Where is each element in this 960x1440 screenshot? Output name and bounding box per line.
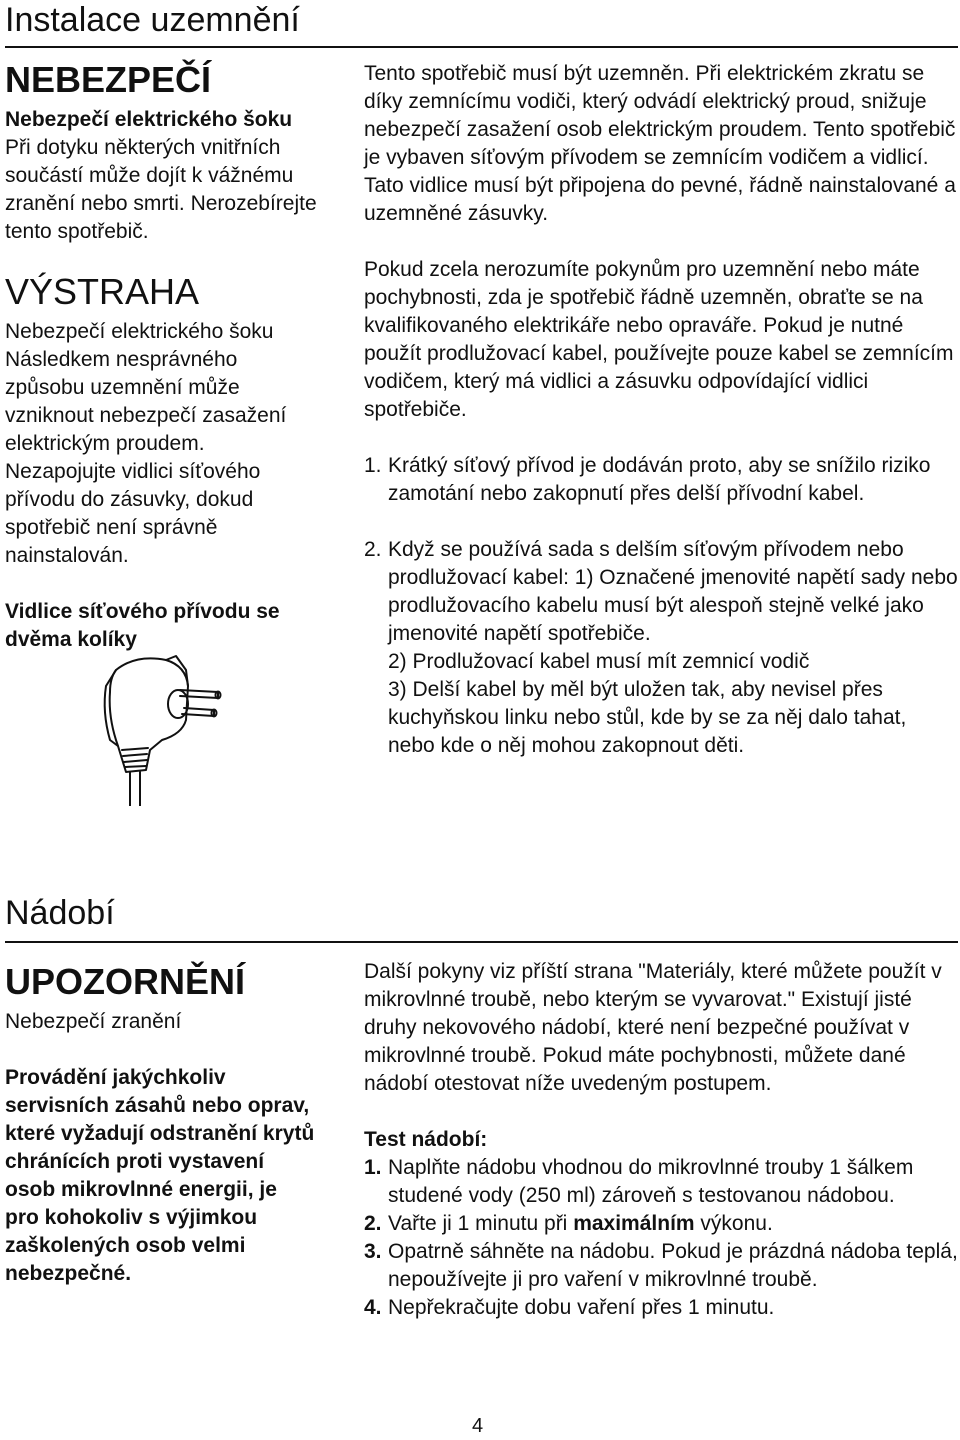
grounding-right-column [364, 60, 958, 760]
grounding-left-column [5, 58, 345, 654]
danger-text: Při dotyku některých vnitřních součástí může dojít k vážnému zranění nebo smrti. Nerozebírejte tento spotřebič. [5, 136, 317, 243]
cookware-intro: Další pokyny viz příští strana "Materiály, které můžete použít v mikrovlnné troubě, nebo kterým se vyvarovat." Existují jisté druhy nekovového nádobí, které není bezpečné používat v mikrovlnné troubě. Pokud máte pochybnosti, můžete dané nádobí otestovat níže uvedeným postupem. [364, 960, 942, 1095]
list-item: 2. Když se používá sada s delším síťovým přívodem nebo prodlužovací kabel: 1) Označené jmenovité napětí sady nebo prodlužovacího kabelu musí být alespoň stejně velké jako jmenovité napětí spotřebiče. 2) Prodlužovací kabel musí mít zemnicí vodič 3) Delší kabel by měl být uložen tak, aby nevisel přes kuchyňskou linku nebo stůl, kde by se za něj dalo tahat, nebo kde o něj mohou zakopnout děti. [364, 538, 958, 757]
test-steps-list [364, 1154, 958, 1322]
grounding-paragraph-1: Tento spotřebič musí být uzemněn. Při elektrickém zkratu se díky zemnícímu vodiči, který odvádí elektrický proud, snižuje nebezpečí zasažení osob elektrickým proudem. Tento spotřebič je vybaven síťovým přívodem se zemnícím vodičem a vidlicí. Tato vidlice musí být připojena do pevné, řádně nainstalované a uzemněné zásuvky. [364, 62, 956, 225]
grounding-paragraph-2: Pokud zcela nerozumíte pokynům pro uzemnění nebo máte pochybnosti, zda je spotřebič řádně uzemněn, obraťte se na kvalifikovaného elektrikáře nebo opraváře. Pokud je nutné použít prodlužovací kabel, používejte pouze kabel se zemnícím vodičem, který má vidlici a zásuvku odpovídající vidlici spotřebiče. [364, 258, 954, 421]
list-item: 2. Vařte ji 1 minutu při maximálním výkonu. [364, 1212, 773, 1235]
list-item: 1. Naplňte nádobu vhodnou do mikrovlnné trouby 1 šálkem studené vody (250 ml) zároveň s testovanou nádobou. [364, 1156, 914, 1207]
warning-text: Následkem nesprávného způsobu uzemnění může vzniknout nebezpečí zasažení elektrickým proudem. Nezapojujte vidlici síťového přívodu do zásuvky, dokud spotřebič není správně nainstalován. [5, 348, 287, 567]
section-divider [5, 941, 958, 943]
list-item: 3. Opatrně sáhněte na nádobu. Pokud je prázdná nádoba teplá, nepoužívejte ji pro vaření v mikrovlnné troubě. [364, 1240, 958, 1291]
caution-heading: UPOZORNĚNÍ [5, 961, 246, 1002]
test-heading: Test nádobí: [364, 1128, 488, 1151]
caution-subheading: Nebezpečí zranění [5, 1010, 182, 1033]
plug-caption: Vidlice síťového přívodu se dvěma kolíky [5, 600, 280, 651]
warning-subheading: Nebezpečí elektrického šoku [5, 320, 274, 343]
cookware-right-column [364, 958, 958, 1322]
section-title-cookware: Nádobí [5, 894, 115, 932]
page-number: 4 [472, 1415, 484, 1437]
caution-text: Provádění jakýchkoliv servisních zásahů nebo oprav, které vyžadují odstranění krytů chránících proti vystavení osob mikrovlnné energii, je pro kohokoliv s výjimkou zaškolených osob velmi nebezpečné. [5, 1066, 315, 1285]
list-item: 1. Krátký síťový přívod je dodáván proto, aby se snížilo riziko zamotání nebo zakopnutí přes delší přívodní kabel. [364, 454, 931, 505]
danger-subheading: Nebezpečí elektrického šoku [5, 108, 293, 131]
cookware-left-column [5, 960, 335, 1288]
section-title-grounding: Instalace uzemnění [5, 1, 300, 39]
extension-cord-list [364, 452, 958, 760]
list-item: 4. Nepřekračujte dobu vaření přes 1 minutu. [364, 1296, 775, 1319]
grounded-plug-icon [96, 648, 226, 806]
section-divider [5, 46, 958, 48]
warning-heading: VÝSTRAHA [5, 271, 200, 312]
danger-heading: NEBEZPEČÍ [5, 59, 212, 100]
